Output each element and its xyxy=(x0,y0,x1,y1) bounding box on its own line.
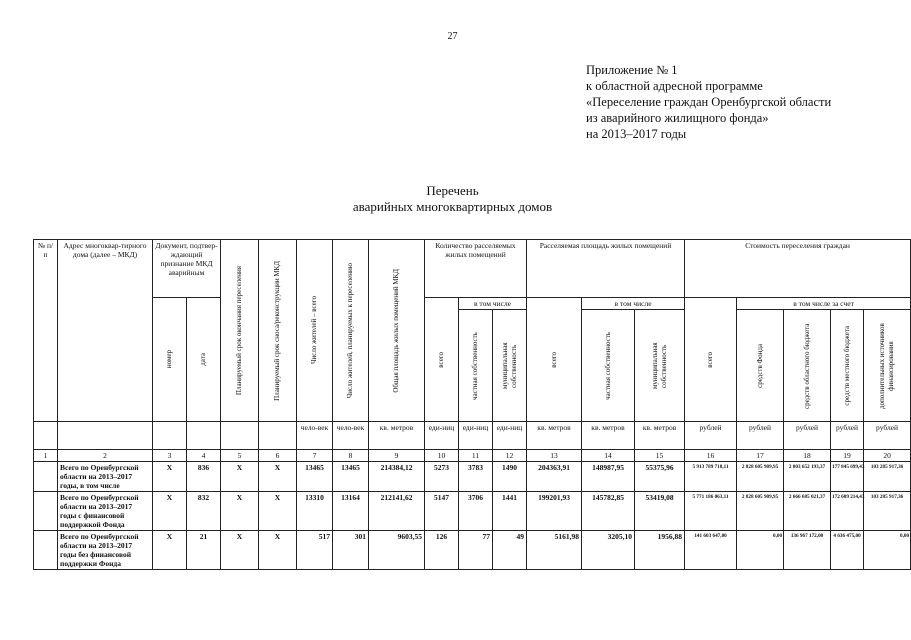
column-number: 7 xyxy=(297,450,333,462)
header-rooms-incl: в том числе xyxy=(459,298,527,310)
row-cell: X xyxy=(153,462,187,492)
row-cell: 9603,55 xyxy=(369,531,425,570)
column-number: 17 xyxy=(737,450,784,462)
units-sqm: кв. метров xyxy=(527,422,582,450)
header-cost-local xyxy=(831,310,864,422)
column-number: 4 xyxy=(187,450,221,462)
appendix-line: Приложение № 1 xyxy=(586,63,678,77)
appendix-line: «Переселение граждан Оренбургской области xyxy=(586,95,832,109)
row-cell: 13465 xyxy=(333,462,369,492)
houses-table xyxy=(33,239,911,570)
row-cell: 212141,62 xyxy=(369,492,425,531)
units-rub: рублей xyxy=(737,422,784,450)
header-cost-total-label: всего xyxy=(706,351,715,368)
header-doc-number-label: номер xyxy=(165,350,173,369)
units-count: еди-ниц xyxy=(425,422,459,450)
header-doc-number xyxy=(153,298,187,422)
header-residents-planned xyxy=(333,240,369,422)
column-number: 5 xyxy=(221,450,259,462)
header-planned-end-label: Планируемый срок окончания переселения xyxy=(235,265,243,396)
units-rub: рублей xyxy=(685,422,737,450)
row-cell: 2 666 685 021,37 xyxy=(784,492,831,531)
row-cell: X xyxy=(259,462,297,492)
units-people: чело-век xyxy=(297,422,333,450)
header-planned-end xyxy=(221,240,259,422)
header-rooms-municipal-label: муниципальная собственность xyxy=(500,342,518,389)
row-cell: 13164 xyxy=(333,492,369,531)
header-rooms-municipal xyxy=(493,310,527,422)
units-count: еди-ниц xyxy=(459,422,493,450)
row-cell: 0,00 xyxy=(864,531,911,570)
row-cell: 5273 xyxy=(425,462,459,492)
column-number: 16 xyxy=(685,450,737,462)
row-cell: 13465 xyxy=(297,462,333,492)
header-residents-total-label: Число жителей – всего xyxy=(310,296,318,365)
row-cell: 103 285 917,36 xyxy=(864,492,911,531)
row-cell: 148987,95 xyxy=(582,462,635,492)
header-area-private-label: частная собственность xyxy=(603,331,612,400)
column-number: 9 xyxy=(369,450,425,462)
units-sqm: кв. метров xyxy=(635,422,685,450)
header-total-area xyxy=(369,240,425,422)
header-rooms-private xyxy=(459,310,493,422)
header-document: Документ, подтвер-ждающий признание МКД аварийным xyxy=(153,240,221,298)
units-cell xyxy=(187,422,221,450)
header-cost-incl: в том числе за счет xyxy=(737,298,911,310)
column-number: 13 xyxy=(527,450,582,462)
row-cell: 53419,08 xyxy=(635,492,685,531)
header-doc-date xyxy=(187,298,221,422)
row-cell: 836 xyxy=(187,462,221,492)
header-rooms-total xyxy=(425,298,459,422)
row-cell: X xyxy=(153,492,187,531)
units-sqm: кв. метров xyxy=(582,422,635,450)
units-cell xyxy=(34,422,58,450)
header-doc-date-label: дата xyxy=(199,353,207,366)
column-number: 11 xyxy=(459,450,493,462)
table-row xyxy=(34,462,911,492)
header-planned-demolition xyxy=(259,240,297,422)
row-cell: X xyxy=(259,492,297,531)
row-cell: 5147 xyxy=(425,492,459,531)
title-line: Перечень xyxy=(426,183,479,198)
units-cell xyxy=(259,422,297,450)
row-label: Всего по Оренбургской области на 2013–2017 годы с финансовой поддержкой Фонда xyxy=(58,492,153,531)
row-label: Всего по Оренбургской области на 2013–2017 годы, в том числе xyxy=(58,462,153,492)
appendix-block xyxy=(586,62,831,142)
row-cell: 3706 xyxy=(459,492,493,531)
column-number: 8 xyxy=(333,450,369,462)
row-cell: 126 xyxy=(425,531,459,570)
row-cell: 199201,93 xyxy=(527,492,582,531)
row-cell: 5 913 789 718,11 xyxy=(685,462,737,492)
row-cell: 77 xyxy=(459,531,493,570)
row-cell: 141 603 647,00 xyxy=(685,531,737,570)
title-line: аварийных многоквартирных домов xyxy=(352,199,553,214)
row-cell xyxy=(34,492,58,531)
header-cost-fund xyxy=(737,310,784,422)
row-cell: 2 803 652 193,37 xyxy=(784,462,831,492)
row-cell: 0,00 xyxy=(737,531,784,570)
row-cell: 49 xyxy=(493,531,527,570)
header-cost-fund-label: средств Фонда xyxy=(755,343,764,388)
row-cell: 172 609 214,43 xyxy=(831,492,864,531)
row-cell: X xyxy=(153,531,187,570)
header-rooms-private-label: частная собственность xyxy=(471,331,479,400)
units-cell xyxy=(153,422,187,450)
units-rub: рублей xyxy=(864,422,911,450)
table-row xyxy=(34,492,911,531)
row-cell: 13310 xyxy=(297,492,333,531)
header-cost-additional-label: дополнительных источников финансирования xyxy=(878,322,896,409)
header-address: Адрес многоквар-тирного дома (далее – МКД) xyxy=(58,240,153,422)
row-label: Всего по Оренбургской области на 2013–2017 годы без финансовой поддержки Фонда xyxy=(58,531,153,570)
row-cell xyxy=(34,462,58,492)
header-area-municipal xyxy=(635,310,685,422)
header-area-total-label: всего xyxy=(549,351,558,368)
header-area-total xyxy=(527,298,582,422)
row-cell: 1490 xyxy=(493,462,527,492)
row-cell: 1441 xyxy=(493,492,527,531)
units-people: чело-век xyxy=(333,422,369,450)
header-planned-demolition-label: Планируемый срок сноса/реконструкции МКД xyxy=(273,260,281,401)
row-cell: X xyxy=(259,531,297,570)
table-row xyxy=(34,531,911,570)
header-cost-regional-label: средств областного бюджета xyxy=(802,322,811,409)
appendix-line: из аварийного жилищного фонда» xyxy=(586,111,769,125)
row-cell: 136 967 172,00 xyxy=(784,531,831,570)
column-number: 18 xyxy=(784,450,831,462)
row-cell: 4 636 475,00 xyxy=(831,531,864,570)
row-cell: 301 xyxy=(333,531,369,570)
header-cost-additional xyxy=(864,310,911,422)
header-total-area-label: Общая площадь жилых помещений МКД xyxy=(392,268,400,393)
row-cell: 5 771 186 063,11 xyxy=(685,492,737,531)
column-number: 6 xyxy=(259,450,297,462)
page-number: 27 xyxy=(447,31,458,42)
header-rooms-count: Количество расселяемых жилых помещений xyxy=(425,240,527,298)
header-residents-total xyxy=(297,240,333,422)
header-area-private xyxy=(582,310,635,422)
row-cell: 2 828 605 909,95 xyxy=(737,492,784,531)
row-cell: 214384,12 xyxy=(369,462,425,492)
header-residents-planned-label: Число жителей, планируемых к переселению xyxy=(346,262,354,399)
row-cell: 517 xyxy=(297,531,333,570)
row-cell: 3205,10 xyxy=(582,531,635,570)
row-cell: 3783 xyxy=(459,462,493,492)
appendix-line: на 2013–2017 годы xyxy=(586,127,687,141)
header-resettled-area: Расселяемая площадь жилых помещений xyxy=(527,240,685,298)
column-number: 14 xyxy=(582,450,635,462)
column-number: 15 xyxy=(635,450,685,462)
column-number: 1 xyxy=(34,450,58,462)
row-cell: 204363,91 xyxy=(527,462,582,492)
units-cell xyxy=(58,422,153,450)
header-cost-regional xyxy=(784,310,831,422)
header-num: № п/п xyxy=(34,240,58,422)
column-number: 2 xyxy=(58,450,153,462)
column-number: 12 xyxy=(493,450,527,462)
header-rooms-total-label: всего xyxy=(437,351,445,368)
units-count: еди-ниц xyxy=(493,422,527,450)
row-cell: 55375,96 xyxy=(635,462,685,492)
header-area-incl: в том числе xyxy=(582,298,685,310)
row-cell: 5161,98 xyxy=(527,531,582,570)
row-cell xyxy=(34,531,58,570)
units-cell xyxy=(221,422,259,450)
header-area-municipal-label: муниципальная собственность xyxy=(650,342,668,389)
column-number: 10 xyxy=(425,450,459,462)
units-sqm: кв. метров xyxy=(369,422,425,450)
document-title xyxy=(0,183,905,215)
row-cell: 103 285 917,36 xyxy=(864,462,911,492)
row-cell: 1956,88 xyxy=(635,531,685,570)
header-cost-local-label: средств местного бюджета xyxy=(842,325,851,406)
column-number: 19 xyxy=(831,450,864,462)
column-number: 3 xyxy=(153,450,187,462)
row-cell: X xyxy=(221,531,259,570)
row-cell: 177 845 699,43 xyxy=(831,462,864,492)
row-cell: X xyxy=(221,462,259,492)
row-cell: 2 828 605 909,95 xyxy=(737,462,784,492)
header-cost: Стоимость переселения граждан xyxy=(685,240,911,298)
units-rub: рублей xyxy=(831,422,864,450)
row-cell: 145782,85 xyxy=(582,492,635,531)
row-cell: 21 xyxy=(187,531,221,570)
row-cell: 832 xyxy=(187,492,221,531)
appendix-line: к областной адресной программе xyxy=(586,79,763,93)
column-number: 20 xyxy=(864,450,911,462)
header-cost-total xyxy=(685,298,737,422)
units-rub: рублей xyxy=(784,422,831,450)
row-cell: X xyxy=(221,492,259,531)
